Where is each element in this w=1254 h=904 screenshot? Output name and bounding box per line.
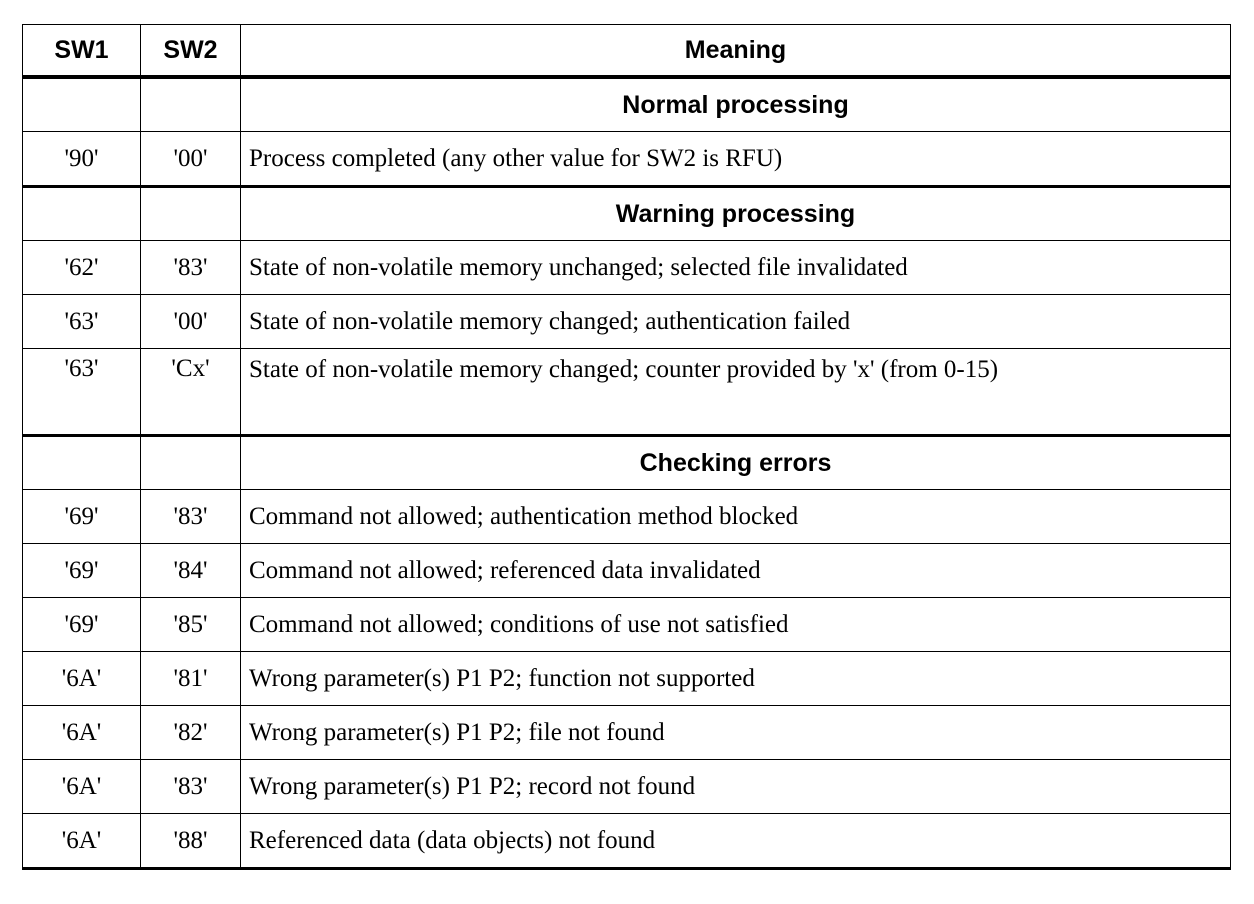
table-row <box>23 349 1231 436</box>
cell-sw1: '62' <box>23 241 141 295</box>
cell-sw1: '69' <box>23 490 141 544</box>
cell-sw1: '6A' <box>23 814 141 869</box>
cell-sw2: '81' <box>141 652 241 706</box>
table-row <box>23 706 1231 760</box>
cell-meaning: Command not allowed; conditions of use not satisfied <box>241 598 1231 652</box>
cell-sw2: '83' <box>141 760 241 814</box>
cell-meaning: State of non-volatile memory changed; authentication failed <box>241 295 1231 349</box>
cell-meaning: State of non-volatile memory changed; counter provided by 'x' (from 0-15) <box>241 349 1231 436</box>
table-row <box>23 132 1231 187</box>
cell-sw1: '63' <box>23 349 141 436</box>
section-banner-row <box>23 187 1231 241</box>
status-word-table <box>22 24 1231 870</box>
section-banner-row <box>23 77 1231 132</box>
cell-meaning: Wrong parameter(s) P1 P2; function not supported <box>241 652 1231 706</box>
cell-meaning: Referenced data (data objects) not found <box>241 814 1231 869</box>
cell-sw2: '88' <box>141 814 241 869</box>
cell-meaning: Process completed (any other value for SW2 is RFU) <box>241 132 1231 187</box>
cell-sw2: '83' <box>141 490 241 544</box>
table-header-row <box>23 25 1231 78</box>
cell-sw1: '90' <box>23 132 141 187</box>
section-spacer-sw2 <box>141 187 241 241</box>
cell-meaning: Wrong parameter(s) P1 P2; record not found <box>241 760 1231 814</box>
table-row <box>23 652 1231 706</box>
table-row <box>23 760 1231 814</box>
cell-sw2: '82' <box>141 706 241 760</box>
section-spacer-sw2 <box>141 77 241 132</box>
cell-meaning: Command not allowed; authentication method blocked <box>241 490 1231 544</box>
section-title-normal-processing: Normal processing <box>241 77 1231 132</box>
section-spacer-sw2 <box>141 436 241 490</box>
cell-sw1: '6A' <box>23 652 141 706</box>
cell-meaning: Wrong parameter(s) P1 P2; file not found <box>241 706 1231 760</box>
cell-sw1: '6A' <box>23 706 141 760</box>
column-header-meaning: Meaning <box>241 25 1231 78</box>
section-spacer-sw1 <box>23 77 141 132</box>
table-row <box>23 814 1231 869</box>
cell-sw1: '69' <box>23 544 141 598</box>
section-banner-row <box>23 436 1231 490</box>
section-spacer-sw1 <box>23 187 141 241</box>
cell-sw1: '63' <box>23 295 141 349</box>
column-header-sw1: SW1 <box>23 25 141 78</box>
table-row <box>23 490 1231 544</box>
table-row <box>23 544 1231 598</box>
cell-sw2: '85' <box>141 598 241 652</box>
table-row <box>23 241 1231 295</box>
section-spacer-sw1 <box>23 436 141 490</box>
table-row <box>23 295 1231 349</box>
table-row <box>23 598 1231 652</box>
cell-meaning: Command not allowed; referenced data invalidated <box>241 544 1231 598</box>
cell-sw2: '83' <box>141 241 241 295</box>
column-header-sw2: SW2 <box>141 25 241 78</box>
section-title-warning-processing: Warning processing <box>241 187 1231 241</box>
cell-sw2: '00' <box>141 132 241 187</box>
cell-sw1: '69' <box>23 598 141 652</box>
cell-sw1: '6A' <box>23 760 141 814</box>
cell-sw2: 'Cx' <box>141 349 241 436</box>
cell-sw2: '84' <box>141 544 241 598</box>
cell-meaning: State of non-volatile memory unchanged; selected file invalidated <box>241 241 1231 295</box>
section-title-checking-errors: Checking errors <box>241 436 1231 490</box>
cell-sw2: '00' <box>141 295 241 349</box>
